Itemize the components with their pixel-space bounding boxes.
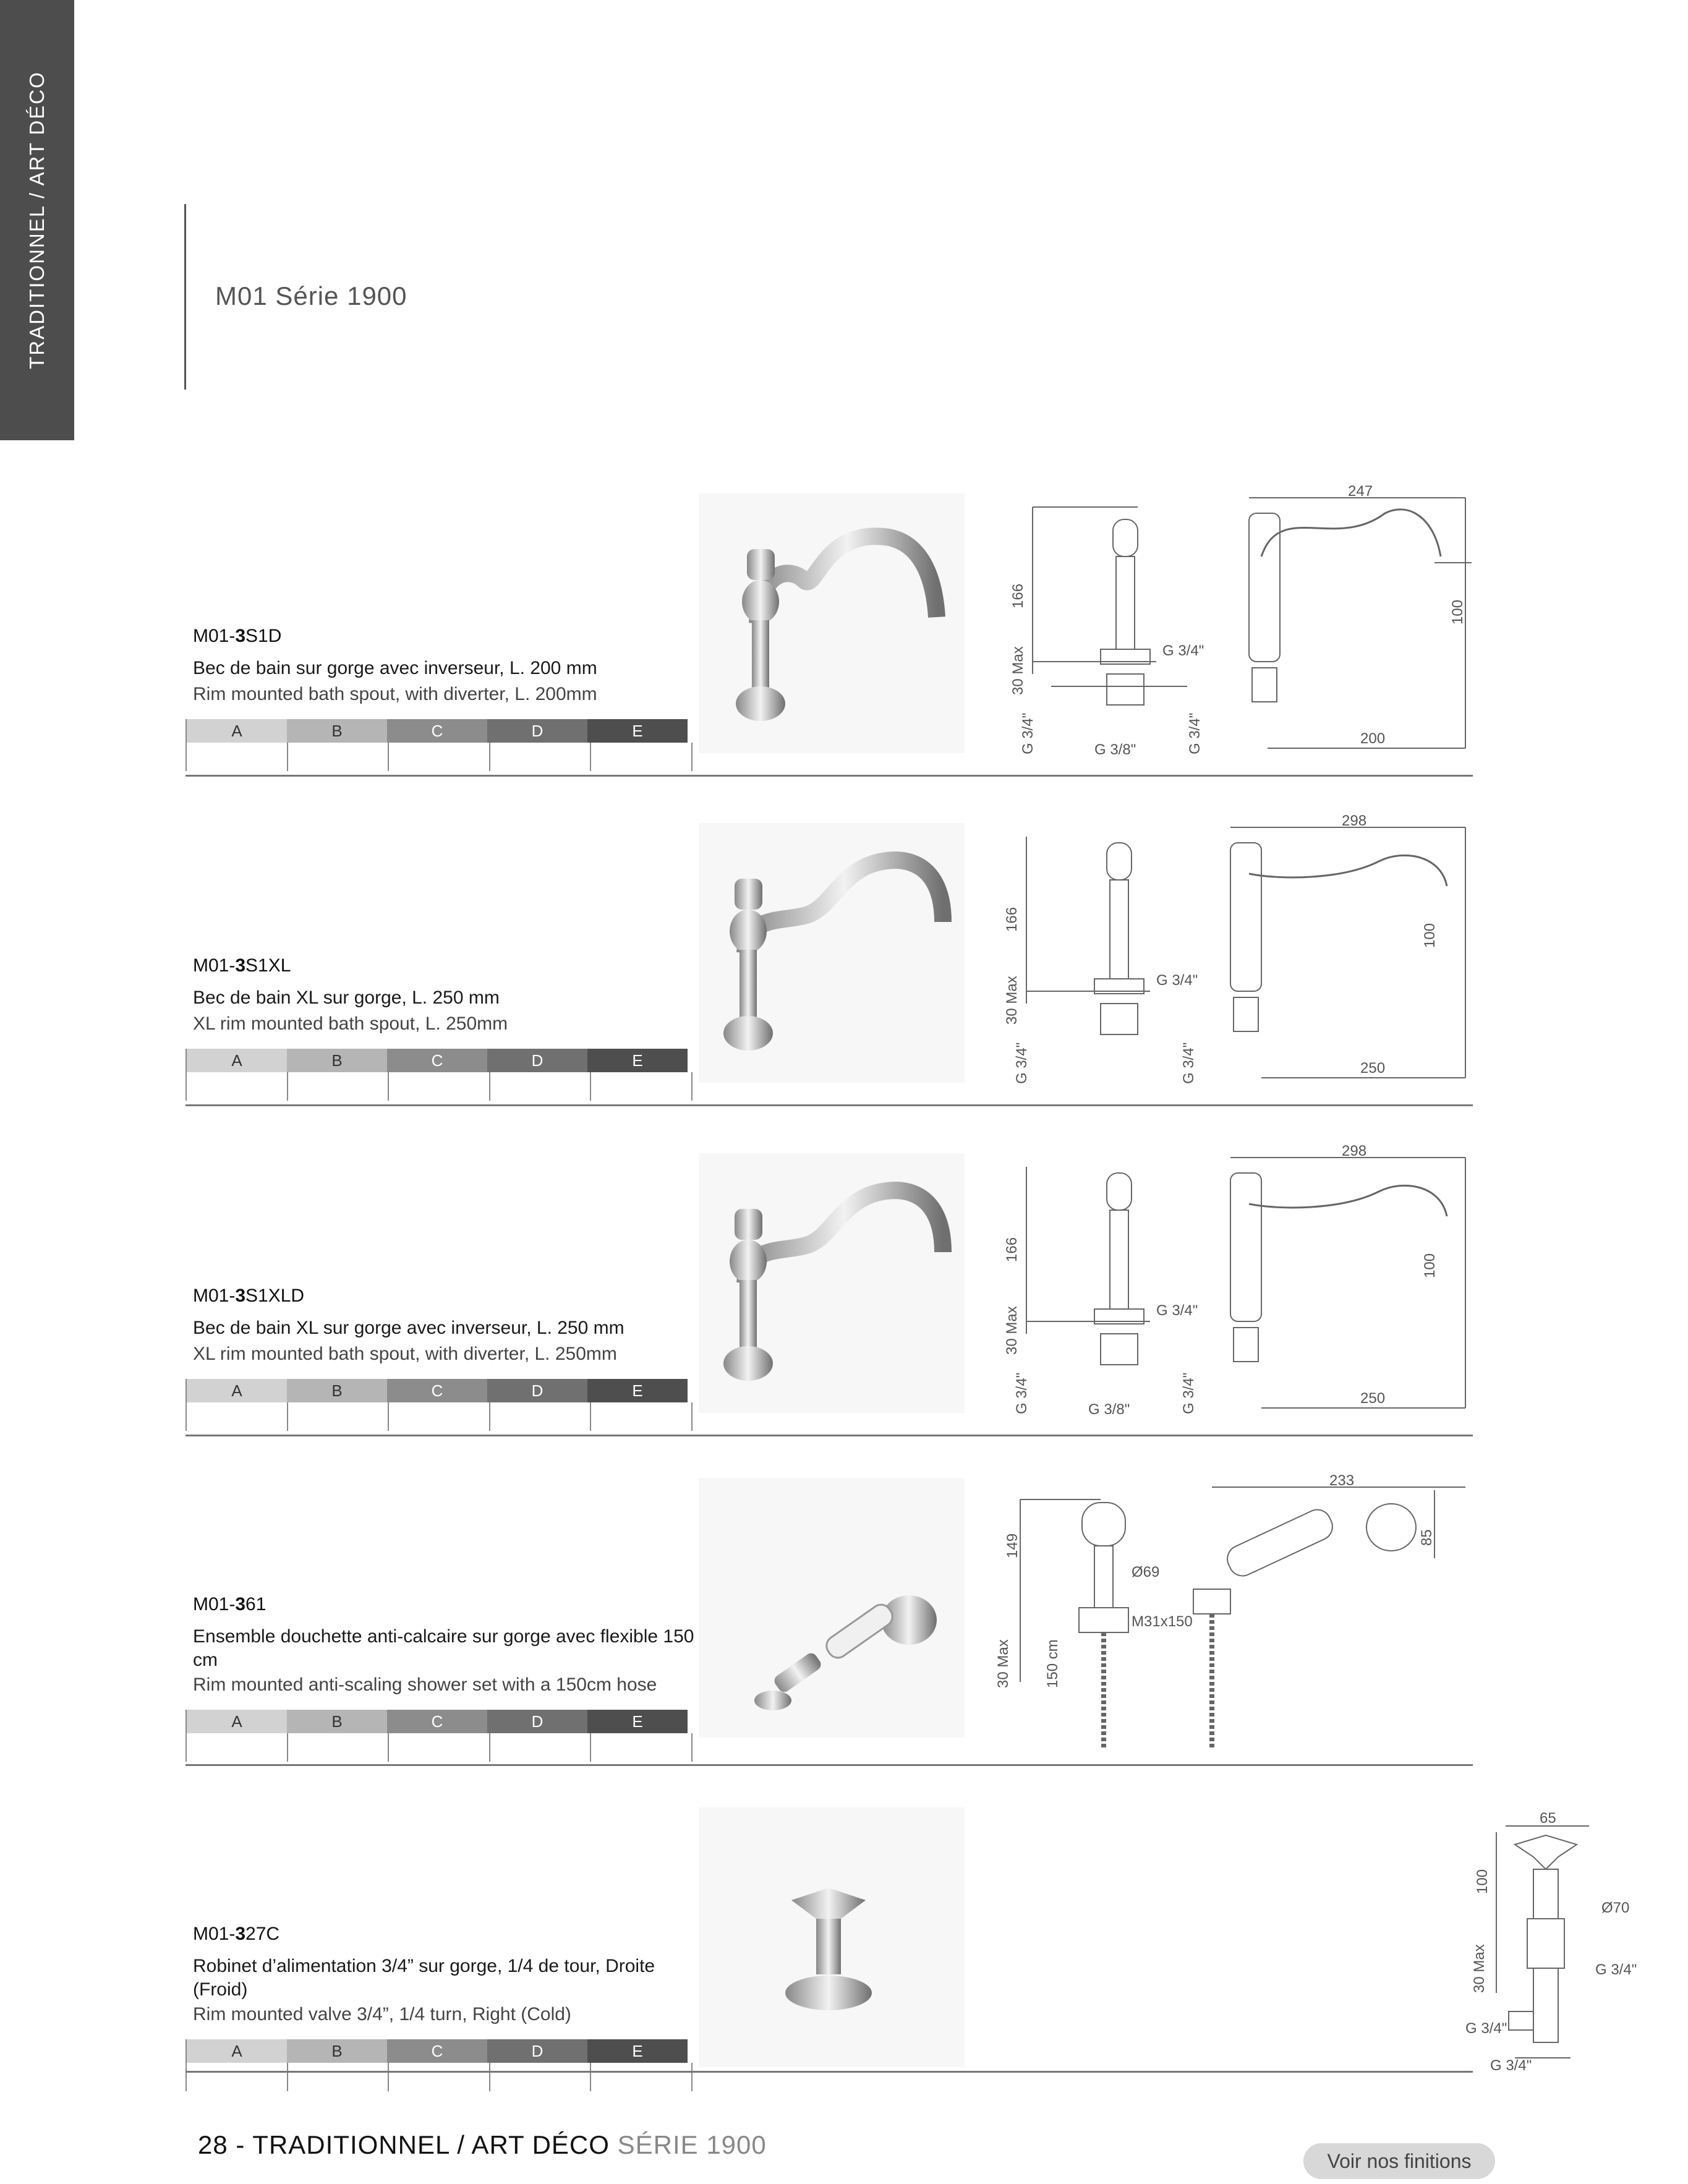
dim-height: 166 [1010,583,1026,608]
product-desc-fr: Bec de bain XL sur gorge avec inverseur, L. 250 mm [193,1318,624,1338]
valve-image [699,1807,965,2067]
bath-spout-xl-image [699,823,965,1083]
dim-thread-left: G 3/4" [1013,1042,1030,1084]
product-desc-fr: Ensemble douchette anti-calcaire sur gorge avec flexible 150 cm [193,1626,694,1670]
dim-thread-right: G 3/4" [1180,1372,1197,1414]
finish-c[interactable]: C [387,2039,487,2063]
product-desc-en: Rim mounted bath spout, with diverter, L. 200mm [193,684,597,704]
finish-b[interactable]: B [287,1710,387,1733]
dim-thread-left: G 3/4" [1465,2020,1507,2037]
dim-thread-bottom: G 3/8" [1088,1401,1130,1418]
technical-drawing [989,1472,1473,1765]
finish-a[interactable]: A [187,2039,287,2063]
finish-table [185,2039,693,2091]
dim-width: 65 [1540,1810,1556,1827]
dim-thread-bottom: G 3/4" [1490,2057,1532,2074]
dim-thread-left: G 3/4" [1013,1372,1030,1414]
dim-thread-top: G 3/4" [1156,972,1198,989]
product-desc-en: Rim mounted valve 3/4”, 1/4 turn, Right (Cold) [193,2004,571,2024]
footer-series: SÉRIE 1900 [617,2130,767,2159]
finish-e[interactable]: E [587,719,688,743]
sidebar-tab [0,0,74,440]
finish-d[interactable]: D [487,2039,587,2063]
dim-width: 233 [1329,1472,1355,1489]
product-divider [185,775,1473,777]
finish-c[interactable]: C [387,1049,487,1072]
dim-thread-bottom: G 3/8" [1094,741,1136,758]
finish-d[interactable]: D [487,1710,587,1733]
finish-c[interactable]: C [387,1379,487,1402]
product-code: M01-327C [193,1924,280,1944]
technical-drawing [1004,813,1473,1106]
product-divider [185,1764,1473,1766]
bath-spout-xl-diverter-image [699,1153,965,1413]
dim-height: 166 [1004,906,1020,932]
finish-b[interactable]: B [287,1049,387,1072]
finish-a[interactable]: A [187,1379,287,1402]
dim-reach: 100 [1422,923,1438,948]
dim-length: 250 [1360,1390,1386,1407]
page-footer [198,2130,767,2160]
finish-c[interactable]: C [387,719,487,743]
product-desc-en: XL rim mounted bath spout, L. 250mm [193,1013,508,1034]
finish-e[interactable]: E [587,1710,688,1733]
finish-d[interactable]: D [487,719,587,743]
finish-b[interactable]: B [287,1379,387,1402]
dim-width: 247 [1348,483,1373,500]
product-code: M01-3S1D [193,626,282,646]
footer-page: 28 - TRADITIONNEL / ART DÉCO [198,2130,610,2159]
product-desc-fr: Robinet d’alimentation 3/4” sur gorge, 1/4 de tour, Droite (Froid) [193,1956,655,2000]
dim-height: 149 [1004,1533,1021,1558]
product-photo [699,823,965,1083]
finish-table [185,719,693,771]
dim-diameter: Ø70 [1601,1900,1630,1916]
finish-table [185,1379,693,1431]
dim-width: 298 [1342,1143,1367,1159]
dim-length: 200 [1360,730,1386,747]
technical-drawing [1010,483,1473,776]
dim-diameter: Ø69 [1132,1564,1160,1580]
dim-thread-top: G 3/4" [1156,1302,1198,1319]
product-photo [699,1153,965,1413]
finish-c[interactable]: C [387,1710,487,1733]
finish-a[interactable]: A [187,719,287,743]
dim-max: 30 Max [1010,646,1026,695]
sidebar-label: TRADITIONNEL / ART DÉCO [25,71,48,369]
dim-thread-right: G 3/4" [1595,1961,1637,1978]
dim-reach: 85 [1418,1529,1435,1546]
finish-b[interactable]: B [287,2039,387,2063]
dim-reach: 100 [1449,599,1466,625]
product-photo [699,1478,965,1738]
bath-spout-image [699,493,965,753]
technical-drawing [1004,1143,1473,1436]
finish-e[interactable]: E [587,2039,688,2063]
product-photo [699,493,965,753]
dim-length: 250 [1360,1060,1386,1077]
dim-max: 30 Max [1004,1306,1020,1355]
dim-height: 100 [1474,1869,1491,1894]
finish-a[interactable]: A [187,1710,287,1733]
hand-shower-image [699,1478,965,1738]
product-desc-en: Rim mounted anti-scaling shower set with a 150cm hose [193,1674,657,1695]
dim-thread: M31x150 [1132,1613,1193,1630]
technical-drawing [1465,1807,1688,2074]
title-rule [184,204,186,390]
finish-table [185,1710,693,1762]
product-divider [185,2071,1473,2073]
dim-height: 166 [1004,1237,1020,1262]
product-code: M01-361 [193,1594,266,1615]
view-finishes-button[interactable]: Voir nos finitions [1303,2143,1495,2179]
series-title: M01 Série 1900 [215,281,407,310]
product-code: M01-3S1XLD [193,1286,305,1306]
dim-reach: 100 [1422,1253,1438,1278]
dim-width: 298 [1342,813,1367,829]
product-divider [185,1435,1473,1436]
product-m01-3s1xld [185,1143,1473,1439]
product-photo [699,1807,965,2067]
finish-b[interactable]: B [287,719,387,743]
product-divider [185,1104,1473,1106]
dim-thread-right: G 3/4" [1187,712,1203,754]
finish-table [185,1049,693,1101]
dim-max: 30 Max [1004,976,1020,1025]
product-m01-327c [185,1807,1637,2074]
product-desc-fr: Bec de bain sur gorge avec inverseur, L. 200 mm [193,658,597,678]
product-m01-3s1d [185,483,1473,779]
finish-d[interactable]: D [487,1379,587,1402]
finish-e[interactable]: E [587,1379,688,1402]
dim-thread-right: G 3/4" [1180,1042,1197,1084]
dim-thread-top: G 3/4" [1162,642,1204,659]
product-desc-en: XL rim mounted bath spout, with diverter, L. 250mm [193,1344,617,1364]
product-code: M01-3S1XL [193,955,291,976]
dim-hose: 150 cm [1044,1639,1061,1688]
product-m01-361 [185,1472,1473,1768]
finish-e[interactable]: E [587,1049,688,1072]
dim-max: 30 Max [995,1639,1012,1688]
dim-max: 30 Max [1471,1944,1488,1993]
product-m01-3s1xl [185,813,1473,1109]
finish-a[interactable]: A [187,1049,287,1072]
product-desc-fr: Bec de bain XL sur gorge, L. 250 mm [193,987,500,1008]
finish-d[interactable]: D [487,1049,587,1072]
dim-thread-left: G 3/4" [1020,712,1036,754]
